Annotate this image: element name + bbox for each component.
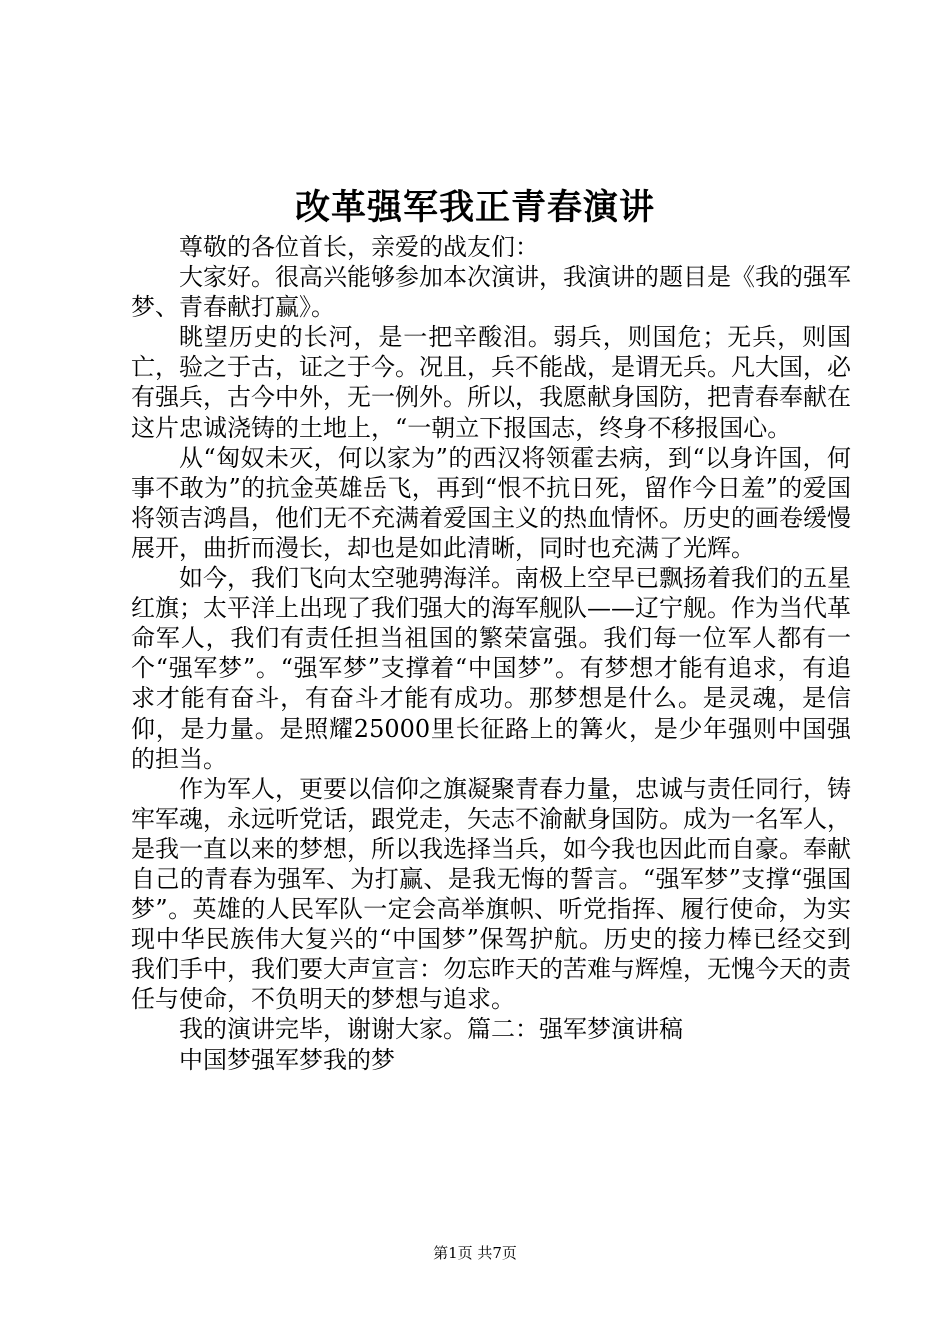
paragraph-history: 眺望历史的长河，是一把辛酸泪。弱兵，则国危；无兵，则国亡，验之于古，证之于今。况且，兵不能战，是谓无兵。凡大国，必有强兵，古今中外，无一例外。所以，我愿献身国防，把青春奉献在这片忠诚浇铸的土地上，“一朝立下报国志，终身不移报国心。	[131, 323, 851, 442]
paragraph-closing: 我的演讲完毕，谢谢大家。篇二：强军梦演讲稿	[179, 1015, 683, 1044]
paragraph-today: 如今，我们飞向太空驰骋海洋。南极上空早已飘扬着我们的五星红旗；太平洋上出现了我们强大的海军舰队——辽宁舰。作为当代革命军人，我们有责任担当祖国的繁荣富强。我们每一位军人都有一个“强军梦”。“强军梦”支撑着“中国梦”。有梦想才能有追求，有追求才能有奋斗，有奋斗才能有成功。那梦想是什么。是灵魂，是信仰，是力量。是照耀25000里长征路上的篝火，是少年强则中国强的担当。	[131, 564, 851, 773]
paragraph-greeting: 大家好。很高兴能够参加本次演讲，我演讲的题目是《我的强军梦、青春献打赢》。	[131, 263, 851, 322]
paragraph-salutation: 尊敬的各位首长，亲爱的战友们：	[179, 233, 539, 261]
page-footer: 第1页 共7页	[433, 1244, 517, 1262]
paragraph-heroes: 从“匈奴未灭，何以家为”的西汉将领霍去病，到“以身许国，何事不敢为”的抗金英雄岳飞，再到“恨不抗日死，留作今日羞”的爱国将领吉鸿昌，他们无不充满着爱国主义的热血情怀。历史的画卷缓慢展开，曲折而漫长，却也是如此清晰，同时也充满了光辉。	[131, 443, 851, 562]
document-title: 改革强军我正青春演讲	[294, 187, 655, 228]
paragraph-soldier: 作为军人，更要以信仰之旗凝聚青春力量，忠诚与责任同行，铸牢军魂，永远听党话，跟党走，矢志不渝献身国防。成为一名军人，是我一直以来的梦想，所以我选择当兵，如今我也因此而自豪。奉献自己的青春为强军、为打赢、是我无悔的誓言。“强军梦”支撑“强国梦”。英雄的人民军队一定会高举旗帜、听党指挥、履行使命，为实现中华民族伟大复兴的“中国梦”保驾护航。历史的接力棒已经交到我们手中，我们要大声宣言：勿忘昨天的苦难与辉煌，无愧今天的责任与使命，不负明天的梦想与追求。	[131, 774, 851, 1014]
paragraph-next-title: 中国梦强军梦我的梦	[179, 1045, 395, 1074]
document-body	[131, 232, 851, 1075]
